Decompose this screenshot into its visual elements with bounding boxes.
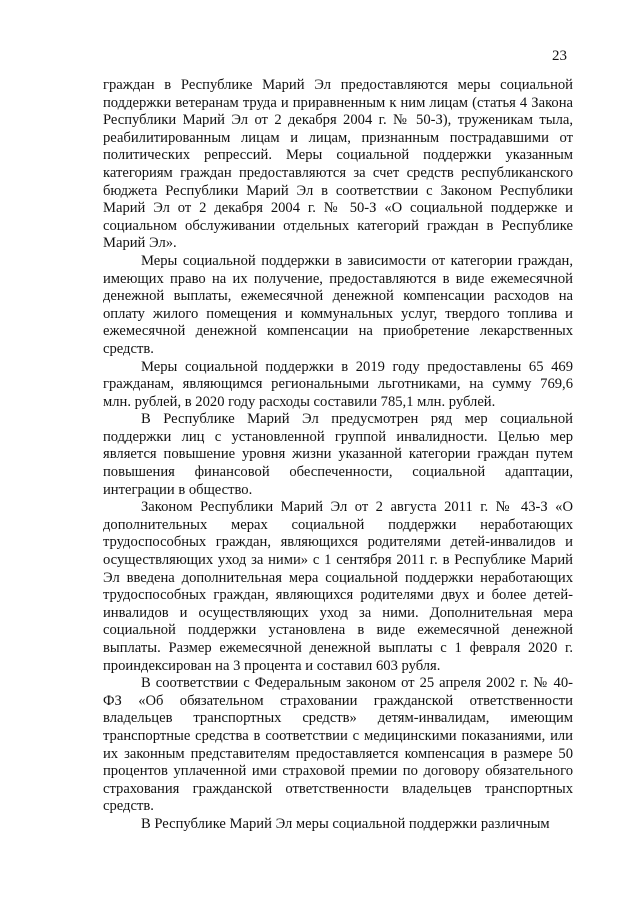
document-body xyxy=(103,77,573,834)
paragraph: В соответствии с Федеральным законом от 25 апреля 2002 г. № 40-ФЗ «Об обязательном страховании гражданской ответственности владельцев транспортных средств» детям-инвалидам, имеющим транспортные средства в соответствии с медицинскими показаниями, или их законным представителям предоставляется компенсация в размере 50 процентов уплаченной ими страховой премии по договору обязательного страхования гражданской ответственности владельцев транспортных средств. xyxy=(103,675,573,815)
paragraph: Меры социальной поддержки в 2019 году предоставлены 65 469 гражданам, являющимся региональными льготниками, на сумму 769,6 млн. рублей, в 2020 году расходы составили 785,1 млн. рублей. xyxy=(103,358,573,410)
paragraph-continuation: граждан в Республике Марий Эл предоставляются меры социальной поддержки ветеранам труда и приравненным к ним лицам (статья 4 Закона Республики Марий Эл от 2 декабря 2004 г. № 50-З), труженикам тыла, реабилитированным лицам и лицам, признанным пострадавшими от политических репрессий. Меры социальной поддержки указанным категориям граждан предоставляются за счет средств республиканского бюджета Республики Марий Эл в соответствии с Законом Республики Марий Эл от 2 декабря 2004 г. № 50-З «О социальной поддержке и социальном обслуживании отдельных категорий граждан в Республике Марий Эл». xyxy=(103,77,573,252)
paragraph: В Республике Марий Эл предусмотрен ряд мер социальной поддержки лиц с установленной группой инвалидности. Целью мер является повышение уровня жизни указанной категории граждан путем повышения финансовой обеспеченности, социальной адаптации, интеграции в общество. xyxy=(103,411,573,498)
paragraph-truncated: В Республике Марий Эл меры социальной поддержки различным xyxy=(141,815,550,832)
paragraph: Законом Республики Марий Эл от 2 августа 2011 г. № 43-З «О дополнительных мерах социальной поддержки неработающих трудоспособных граждан, являющихся родителями детей-инвалидов и осуществляющих уход за ними» с 1 сентября 2011 г. в Республике Марий Эл введена дополнительная мера социальной поддержки неработающих трудоспособных граждан, являющихся родителями двух и более детей-инвалидов и осуществляющих уход за ними. Дополнительная мера социальной поддержки установлена в виде ежемесячной денежной выплаты. Размер ежемесячной денежной выплаты с 1 февраля 2020 г. проиндексирован на 3 процента и составил 603 рубля. xyxy=(103,499,573,674)
page-number: 23 xyxy=(552,48,567,64)
paragraph: Меры социальной поддержки в зависимости от категории граждан, имеющих право на их получение, предоставляются в виде ежемесячной денежной выплаты, ежемесячной денежной компенсации расходов на оплату жилого помещения и коммунальных услуг, твердого топлива и ежемесячной денежной компенсации на приобретение лекарственных средств. xyxy=(103,252,573,357)
